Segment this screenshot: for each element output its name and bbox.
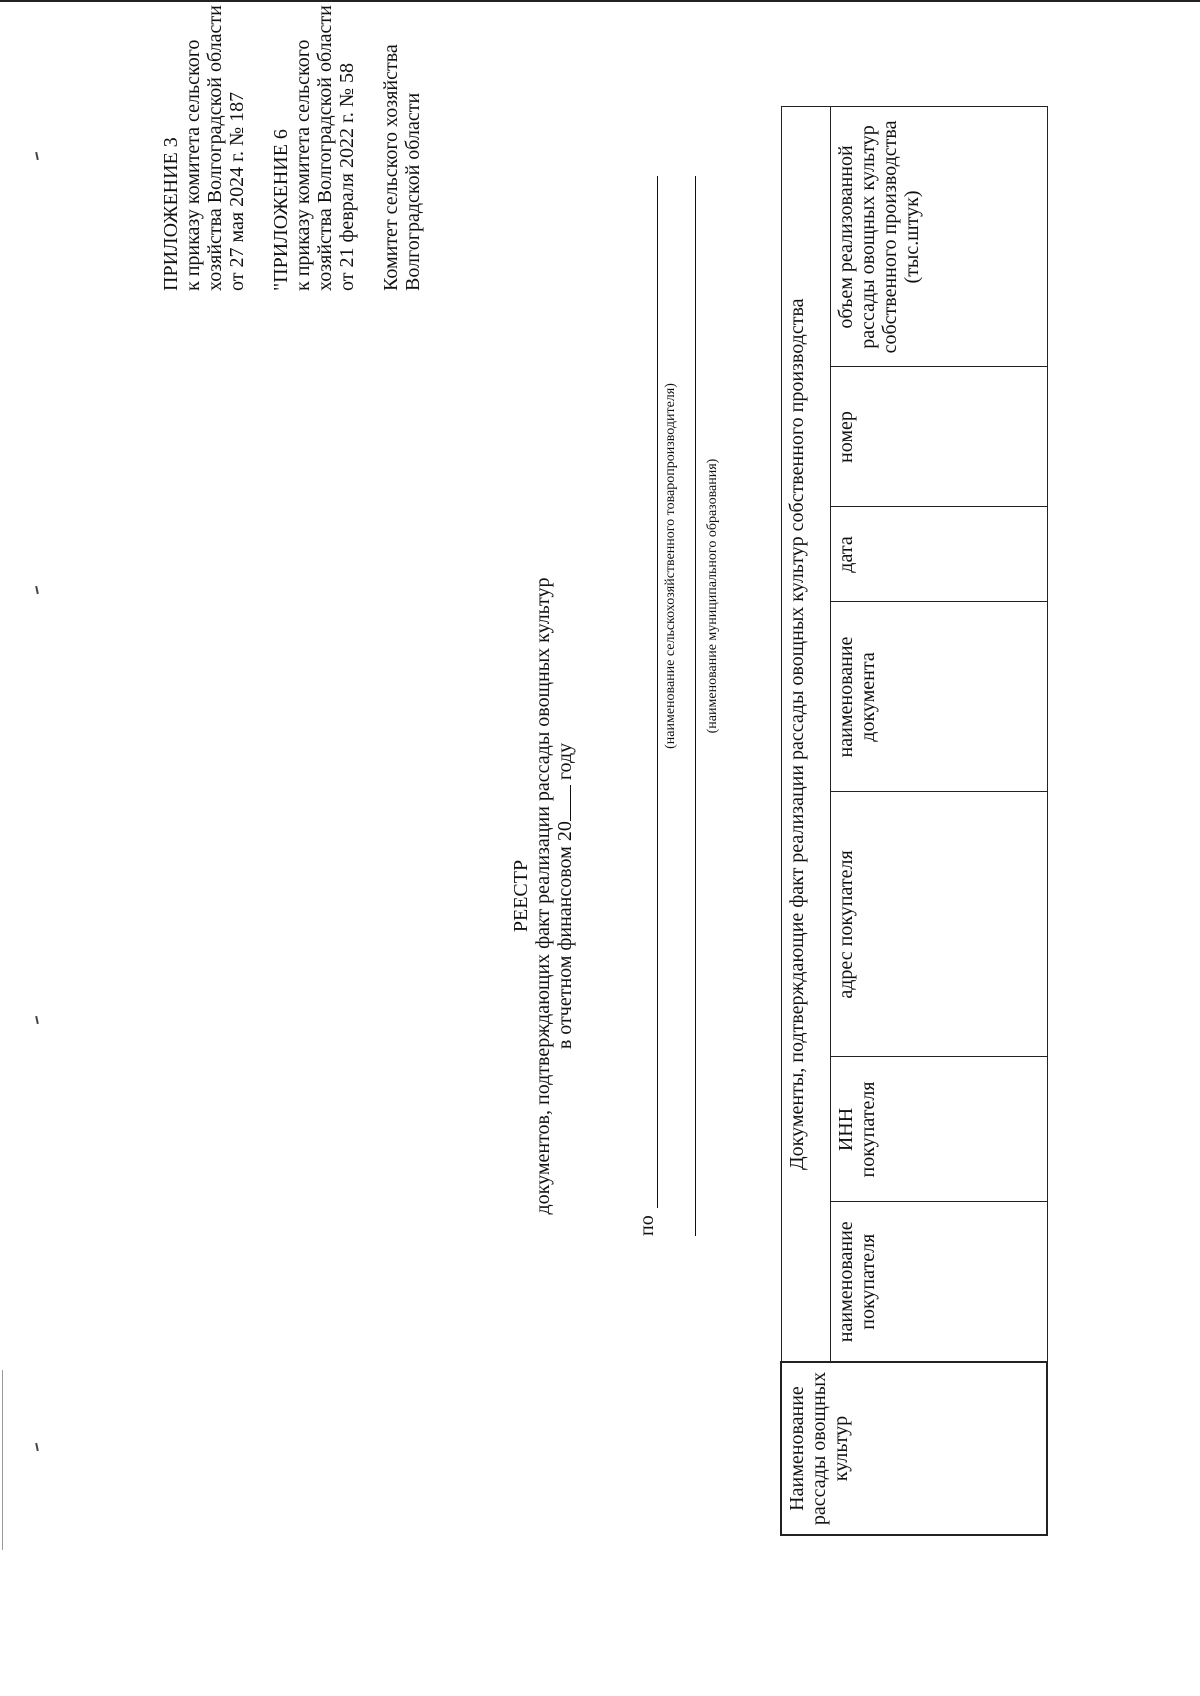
po-label: по <box>636 1215 658 1236</box>
document-title-block <box>510 536 576 1256</box>
document-heading: РЕЕСТР <box>510 859 532 933</box>
year-blank-field[interactable] <box>554 785 571 821</box>
committee-name: Комитет сельского хозяйства <box>380 44 402 291</box>
appendix-6-title: "ПРИЛОЖЕНИЕ 6 <box>270 129 292 291</box>
producer-blank-field[interactable] <box>657 176 658 1208</box>
column-header-buyer-inn: ИНН покупателя <box>830 1057 1047 1202</box>
municipality-blank-field[interactable] <box>695 176 696 1236</box>
column-header-seedling-name: Наименование рассады овощных культур <box>781 1362 1047 1535</box>
appendix-6-line: хозяйства Волгоградской области <box>314 5 336 291</box>
appendix-block <box>160 5 424 291</box>
group-header-documents: Документы, подтверждающие факт реализации рассады овощных культур собственного производства <box>781 107 830 1362</box>
appendix-3-date: от 27 мая 2024 г. № 187 <box>226 91 248 291</box>
registry-table <box>780 106 1048 1536</box>
period-suffix: году <box>554 742 576 781</box>
column-header-buyer-name: наименование покупателя <box>830 1202 1047 1362</box>
column-header-volume: объем реализованной рассады овощных культур собственного производства (тыс.штук) <box>830 107 1047 367</box>
appendix-6-date: от 21 февраля 2022 г. № 58 <box>336 62 358 291</box>
appendix-3-title: ПРИЛОЖЕНИЕ 3 <box>160 137 182 291</box>
period-prefix: в отчетном финансовом 20 <box>554 821 576 1050</box>
document-subtitle: документов, подтверждающих факт реализации рассады овощных культур <box>532 577 554 1215</box>
municipality-hint: (наименование муниципального образования) <box>705 458 720 734</box>
column-header-date: дата <box>830 507 1047 602</box>
appendix-3-line: к приказу комитета сельского <box>182 39 204 291</box>
appendix-3-line: хозяйства Волгоградской области <box>204 5 226 291</box>
column-header-number: номер <box>830 367 1047 507</box>
appendix-6-line: к приказу комитета сельского <box>292 39 314 291</box>
column-header-buyer-address: адрес покупателя <box>830 792 1047 1057</box>
document-period-line <box>554 536 576 1256</box>
committee-name: Волгоградской области <box>402 92 424 291</box>
producer-hint: (наименование сельскохозяйственного товаропроизводителя) <box>663 383 678 749</box>
producer-line <box>635 176 661 1236</box>
column-header-document-name: наименование документа <box>830 602 1047 792</box>
